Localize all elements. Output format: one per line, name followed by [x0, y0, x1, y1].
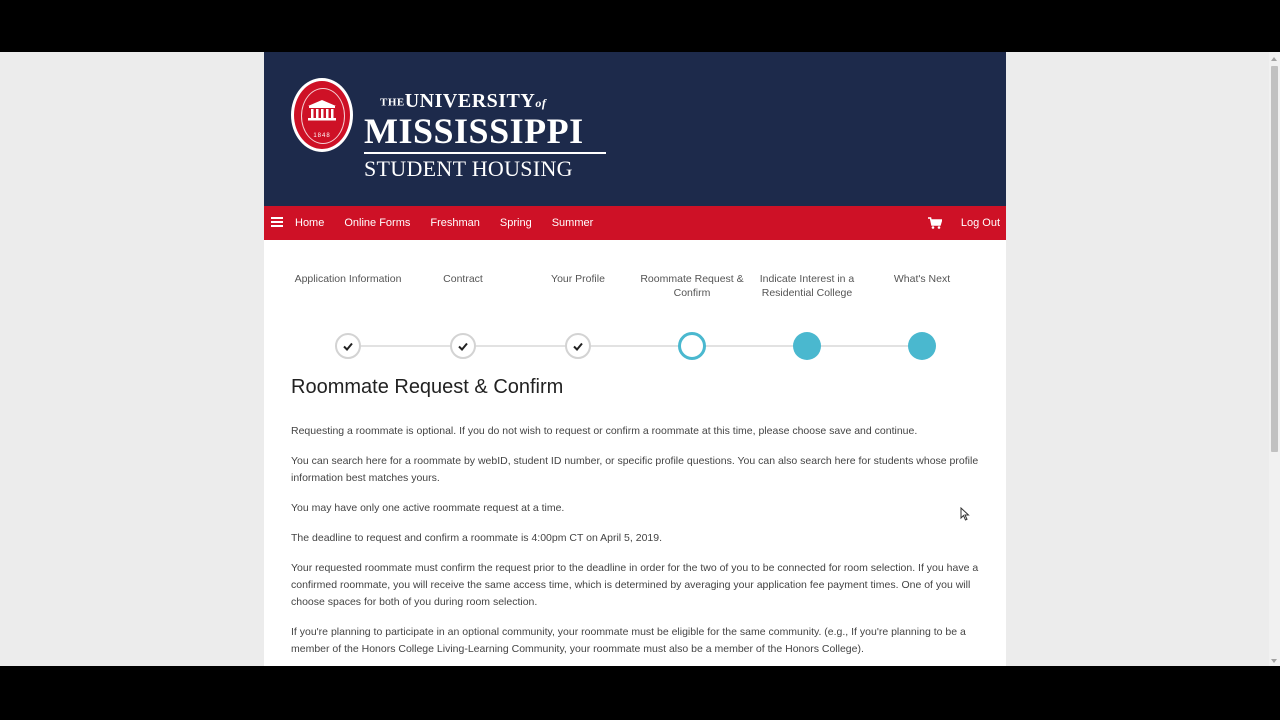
wordmark-mississippi: MISSISSIPPI — [364, 111, 584, 151]
info-paragraph: The deadline to request and confirm a roommate is 4:00pm CT on April 5, 2019. — [291, 532, 663, 544]
wordmark-university: UNIVERSITY — [404, 90, 536, 112]
seal-year: 1848 — [313, 133, 331, 139]
housing-page — [264, 52, 1006, 666]
university-seal-logo — [291, 78, 353, 152]
cart-icon[interactable] — [928, 217, 942, 229]
checkmark-icon — [343, 342, 353, 351]
step-dot-upcoming[interactable] — [908, 332, 936, 360]
scrollbar-thumb[interactable] — [1271, 66, 1278, 452]
nav-right — [928, 206, 1000, 240]
browser-viewport — [0, 52, 1280, 666]
step-dot-complete[interactable] — [565, 333, 591, 359]
info-paragraph: You may have only one active roommate request at a time. — [291, 502, 565, 514]
scroll-up-arrow-icon[interactable] — [1271, 57, 1277, 61]
main-navbar — [264, 206, 1006, 240]
nav-spring[interactable]: Spring — [499, 217, 532, 229]
step-dot-current[interactable] — [678, 332, 706, 360]
lyceum-building-icon — [307, 99, 337, 121]
step-dot-upcoming[interactable] — [793, 332, 821, 360]
mouse-cursor-icon — [960, 507, 970, 521]
wordmark-the: THE — [380, 96, 405, 109]
step-dot-complete[interactable] — [335, 333, 361, 359]
page-title: Roommate Request & Confirm — [291, 376, 564, 398]
step-label-whats-next[interactable]: What's Next — [893, 273, 951, 285]
step-label-roommate-request[interactable]: Roommate Request & Confirm — [640, 273, 744, 299]
step-dot-complete[interactable] — [450, 333, 476, 359]
wordmark-student-housing: STUDENT HOUSING — [364, 156, 573, 181]
nav-freshman[interactable]: Freshman — [430, 217, 480, 229]
checkmark-icon — [573, 342, 583, 351]
main-content — [291, 376, 981, 666]
step-connector-line — [348, 345, 922, 347]
step-label-your-profile[interactable]: Your Profile — [551, 273, 605, 285]
hamburger-icon[interactable] — [271, 217, 283, 227]
step-label-application-information[interactable]: Application Information — [294, 273, 402, 285]
site-header — [264, 52, 1006, 206]
nav-summer[interactable]: Summer — [551, 217, 594, 229]
vertical-scrollbar[interactable] — [1269, 52, 1280, 666]
info-paragraph: Your requested roommate must confirm the request prior to the deadline in order for the two of you to be connected for room selection. If you have a confirmed roommate, you will receive the same access time, which is determined by averaging your application fee payment times. One of you will choose spaces for both of you during room selection. — [291, 562, 979, 608]
nav-online-forms[interactable]: Online Forms — [344, 217, 411, 229]
info-paragraph: Requesting a roommate is optional. If you do not wish to request or confirm a roommate at this time, please choose save and continue. — [291, 425, 918, 437]
info-paragraph: You can search here for a roommate by webID, student ID number, or specific profile questions. You can also search here for students whose profile information best matches yours. — [291, 455, 979, 484]
nav-links — [295, 206, 613, 240]
scroll-down-arrow-icon[interactable] — [1271, 659, 1277, 663]
info-paragraph: If you're planning to participate in an optional community, your roommate must be eligible for the same community. (e.g., If you're planning to be a member of the Honors College Living-Learning Community, your roommate must also be a member of the Honors College). — [291, 626, 966, 655]
nav-home[interactable]: Home — [295, 217, 325, 229]
wordmark-of: of — [535, 96, 547, 110]
wordmark-divider — [364, 152, 606, 154]
step-label-contract[interactable]: Contract — [443, 273, 483, 285]
logout-link[interactable]: Log Out — [960, 217, 1000, 229]
progress-steps — [291, 272, 979, 362]
step-label-residential-college[interactable]: Indicate Interest in a Residential College — [759, 273, 855, 299]
checkmark-icon — [458, 342, 468, 351]
university-wordmark — [364, 90, 606, 181]
